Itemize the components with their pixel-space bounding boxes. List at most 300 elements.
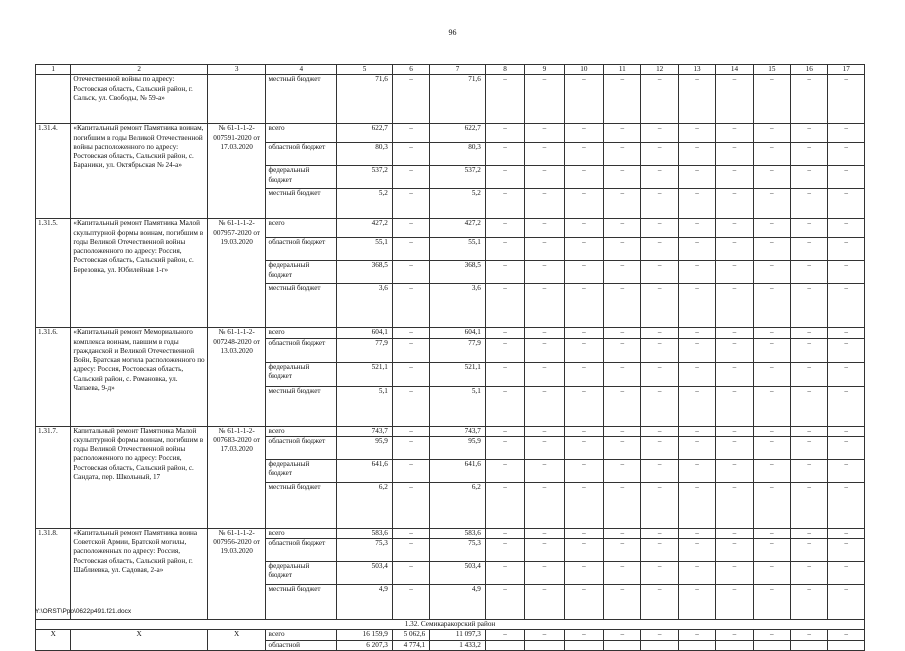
value-col6: – — [392, 426, 429, 436]
value-cell: – — [525, 143, 564, 166]
value-cell: – — [828, 585, 865, 620]
table-row — [36, 328, 865, 338]
table-row — [36, 528, 865, 538]
value-cell: – — [604, 219, 641, 238]
value-cell: – — [564, 261, 603, 284]
value-cell: – — [604, 261, 641, 284]
entry-number: 1.31.4. — [36, 124, 71, 219]
column-header: 16 — [791, 65, 828, 75]
value-cell: – — [564, 436, 603, 459]
column-header: 12 — [641, 65, 678, 75]
value-cell: – — [485, 630, 524, 640]
value-cell: – — [604, 284, 641, 328]
value-cell: – — [678, 189, 715, 219]
value-cell: – — [485, 482, 524, 528]
value-cell — [828, 640, 865, 650]
value-col7: 622,7 — [430, 124, 486, 143]
value-cell: – — [716, 328, 753, 338]
value-cell: – — [791, 284, 828, 328]
value-cell: – — [641, 143, 678, 166]
column-header: 5 — [337, 65, 393, 75]
value-col6: – — [392, 284, 429, 328]
value-cell: – — [716, 166, 753, 189]
value-cell: – — [828, 426, 865, 436]
value-cell: – — [716, 143, 753, 166]
table-row — [36, 426, 865, 436]
value-cell: – — [753, 562, 790, 585]
value-cell: – — [678, 328, 715, 338]
value-cell: – — [753, 436, 790, 459]
header-row — [36, 65, 865, 75]
value-col7: 604,1 — [430, 328, 486, 338]
value-cell: – — [641, 426, 678, 436]
value-cell: – — [753, 585, 790, 620]
value-cell: – — [485, 143, 524, 166]
value-cell: – — [828, 219, 865, 238]
value-col7: 11 097,3 — [430, 630, 486, 640]
value-cell: – — [716, 482, 753, 528]
value-cell: – — [716, 459, 753, 482]
entry-name: «Капитальный ремонт Памятника воинам, погибшим в годы Великой Отечественной войны расположенного по адресу: Ростовская область, Сальский район, с. Бараники, ул. Октябрьская № 24-а» — [71, 124, 207, 219]
value-col7: 5,1 — [430, 386, 486, 426]
entry-contract: № 61-1-1-2-007683-2020 от 17.03.2020 — [207, 426, 266, 528]
value-cell: – — [753, 238, 790, 261]
value-cell: – — [828, 75, 865, 124]
value-cell: – — [641, 459, 678, 482]
value-cell: – — [791, 189, 828, 219]
value-cell: – — [716, 436, 753, 459]
totals-x-cell: X — [207, 630, 266, 651]
value-col6: – — [392, 386, 429, 426]
value-total: 4,9 — [337, 585, 393, 620]
value-cell: – — [753, 459, 790, 482]
value-cell: – — [604, 459, 641, 482]
value-cell: – — [641, 482, 678, 528]
value-cell: – — [678, 630, 715, 640]
value-cell: – — [525, 562, 564, 585]
value-cell: – — [525, 261, 564, 284]
value-cell: – — [678, 75, 715, 124]
value-cell: – — [485, 75, 524, 124]
value-cell: – — [604, 189, 641, 219]
value-cell: – — [678, 539, 715, 562]
value-cell — [525, 640, 564, 650]
funding-level: федеральный бюджет — [266, 459, 337, 482]
value-cell: – — [604, 75, 641, 124]
totals-row — [36, 630, 865, 640]
value-cell: – — [753, 124, 790, 143]
value-cell: – — [564, 528, 603, 538]
value-cell: – — [791, 436, 828, 459]
value-cell: – — [604, 630, 641, 640]
value-cell: – — [753, 528, 790, 538]
value-cell: – — [678, 528, 715, 538]
value-cell — [791, 640, 828, 650]
value-total: 5,2 — [337, 189, 393, 219]
value-col6: – — [392, 585, 429, 620]
value-cell: – — [525, 459, 564, 482]
value-col6: – — [392, 261, 429, 284]
value-col6: – — [392, 362, 429, 386]
value-col6: – — [392, 528, 429, 538]
value-col7: 80,3 — [430, 143, 486, 166]
value-cell: – — [828, 284, 865, 328]
value-cell: – — [791, 362, 828, 386]
value-cell: – — [525, 539, 564, 562]
value-cell: – — [791, 386, 828, 426]
value-cell: – — [678, 362, 715, 386]
value-cell: – — [525, 426, 564, 436]
funding-level: областной бюджет — [266, 238, 337, 261]
value-cell — [753, 640, 790, 650]
value-cell: – — [485, 261, 524, 284]
table-row — [36, 75, 865, 124]
column-header: 4 — [266, 65, 337, 75]
value-cell: – — [753, 338, 790, 362]
value-cell: – — [641, 528, 678, 538]
entry-number: 1.31.8. — [36, 528, 71, 619]
value-cell: – — [641, 630, 678, 640]
value-cell: – — [525, 630, 564, 640]
value-cell: – — [716, 426, 753, 436]
value-cell: – — [716, 539, 753, 562]
value-cell: – — [525, 338, 564, 362]
value-cell: – — [753, 261, 790, 284]
funding-level: местный бюджет — [266, 284, 337, 328]
value-cell: – — [604, 528, 641, 538]
column-header: 11 — [604, 65, 641, 75]
value-col7: 1 433,2 — [430, 640, 486, 650]
value-cell: – — [485, 166, 524, 189]
value-cell: – — [791, 338, 828, 362]
value-cell: – — [678, 386, 715, 426]
funding-level: местный бюджет — [266, 189, 337, 219]
value-cell: – — [753, 143, 790, 166]
value-cell: – — [564, 426, 603, 436]
value-total: 521,1 — [337, 362, 393, 386]
value-cell: – — [485, 426, 524, 436]
value-total: 537,2 — [337, 166, 393, 189]
value-cell — [604, 640, 641, 650]
value-col6: – — [392, 562, 429, 585]
section-title: 1.32. Семикаракорский район — [36, 620, 865, 630]
value-cell: – — [525, 284, 564, 328]
value-cell: – — [564, 284, 603, 328]
value-cell: – — [828, 143, 865, 166]
value-cell: – — [828, 528, 865, 538]
value-total: 55,1 — [337, 238, 393, 261]
funding-level: местный бюджет — [266, 386, 337, 426]
value-total: 503,4 — [337, 562, 393, 585]
value-cell: – — [828, 189, 865, 219]
entry-name: Отечественной войны по адресу: Ростовская область, Сальский район, г. Сальск, ул. Свободы, № 59-а» — [71, 75, 207, 124]
entry-number: 1.31.7. — [36, 426, 71, 528]
value-cell: – — [485, 338, 524, 362]
value-cell: – — [564, 338, 603, 362]
value-cell: – — [641, 75, 678, 124]
value-cell: – — [604, 362, 641, 386]
value-cell: – — [828, 482, 865, 528]
value-col7: 641,6 — [430, 459, 486, 482]
value-cell: – — [753, 386, 790, 426]
value-cell: – — [604, 482, 641, 528]
value-total: 3,6 — [337, 284, 393, 328]
value-col7: 521,1 — [430, 362, 486, 386]
value-cell: – — [716, 189, 753, 219]
value-cell: – — [641, 585, 678, 620]
value-cell: – — [828, 562, 865, 585]
value-cell: – — [641, 284, 678, 328]
value-cell: – — [641, 362, 678, 386]
value-cell: – — [828, 124, 865, 143]
value-cell: – — [641, 219, 678, 238]
funding-level: местный бюджет — [266, 482, 337, 528]
value-total: 622,7 — [337, 124, 393, 143]
value-cell: – — [641, 328, 678, 338]
value-total: 75,3 — [337, 539, 393, 562]
value-cell: – — [525, 219, 564, 238]
value-cell: – — [678, 219, 715, 238]
column-header: 6 — [392, 65, 429, 75]
value-cell: – — [641, 436, 678, 459]
value-col7: 503,4 — [430, 562, 486, 585]
value-cell: – — [525, 362, 564, 386]
table-row — [36, 124, 865, 143]
value-cell: – — [564, 124, 603, 143]
value-cell: – — [485, 436, 524, 459]
value-col6: – — [392, 166, 429, 189]
value-cell: – — [791, 630, 828, 640]
value-cell: – — [753, 362, 790, 386]
value-cell: – — [753, 426, 790, 436]
value-col7: 368,5 — [430, 261, 486, 284]
entry-number: 1.31.5. — [36, 219, 71, 328]
entry-contract: № 61-1-1-2-007957-2020 от 19.03.2020 — [207, 219, 266, 328]
value-cell — [678, 640, 715, 650]
value-cell: – — [525, 585, 564, 620]
value-col6: – — [392, 482, 429, 528]
value-cell: – — [791, 75, 828, 124]
value-cell: – — [791, 124, 828, 143]
value-cell: – — [604, 562, 641, 585]
value-col7: 5,2 — [430, 189, 486, 219]
value-cell: – — [485, 459, 524, 482]
entry-name: «Капитальный ремонт Памятника воина Советской Армии, Братской могилы, расположенных по адресу: Россия, Ростовская область, Сальский район, г. Шаблиевка, ул. Садовая, 2-а» — [71, 528, 207, 619]
value-cell: – — [525, 436, 564, 459]
value-total: 71,6 — [337, 75, 393, 124]
value-col7: 77,9 — [430, 338, 486, 362]
value-cell: – — [828, 630, 865, 640]
value-col6: – — [392, 75, 429, 124]
value-cell: – — [828, 261, 865, 284]
value-cell: – — [485, 219, 524, 238]
value-cell: – — [525, 482, 564, 528]
value-cell: – — [604, 338, 641, 362]
value-cell: – — [678, 459, 715, 482]
value-cell: – — [791, 166, 828, 189]
value-col7: 55,1 — [430, 238, 486, 261]
value-col6: – — [392, 189, 429, 219]
value-cell: – — [485, 284, 524, 328]
value-col7: 95,9 — [430, 436, 486, 459]
value-cell: – — [791, 539, 828, 562]
value-cell: – — [485, 562, 524, 585]
entry-contract: № 61-1-1-2-007248-2020 от 13.03.2020 — [207, 328, 266, 426]
value-cell: – — [564, 75, 603, 124]
entry-name: «Капитальный ремонт Мемориального комплекса воинам, павшим в годы гражданской и Великой Отечественной Войн, Братская могила расположенного по адресу: Россия, Ростовская область, Сальский район, с. Романовка, ул. Чапаева, 9-д» — [71, 328, 207, 426]
value-col6: – — [392, 459, 429, 482]
funding-level: всего — [266, 426, 337, 436]
column-header: 3 — [207, 65, 266, 75]
value-cell: – — [716, 219, 753, 238]
value-cell: – — [716, 386, 753, 426]
entry-name: Капитальный ремонт Памятника Малой скульптурной формы воинам, погибшим в годы Великой Отечественной войны расположенного по адресу: Россия, Ростовская область, Сальский район, с. Сандата, пер. Школьный, 17 — [71, 426, 207, 528]
value-total: 95,9 — [337, 436, 393, 459]
entry-contract: № 61-1-1-2-007591-2020 от 17.03.2020 — [207, 124, 266, 219]
value-cell: – — [604, 166, 641, 189]
value-cell: – — [485, 238, 524, 261]
value-cell: – — [716, 562, 753, 585]
value-col7: 4,9 — [430, 585, 486, 620]
value-col6: – — [392, 124, 429, 143]
value-col7: 743,7 — [430, 426, 486, 436]
entry-number — [36, 75, 71, 124]
column-header: 1 — [36, 65, 71, 75]
value-cell: – — [678, 585, 715, 620]
value-total: 16 159,9 — [337, 630, 393, 640]
value-cell: – — [791, 562, 828, 585]
value-cell: – — [641, 386, 678, 426]
value-cell: – — [485, 328, 524, 338]
value-cell: – — [564, 459, 603, 482]
funding-level: федеральный бюджет — [266, 166, 337, 189]
value-cell: – — [564, 238, 603, 261]
value-cell: – — [678, 436, 715, 459]
value-cell: – — [525, 166, 564, 189]
column-header: 10 — [564, 65, 603, 75]
value-cell: – — [525, 328, 564, 338]
value-cell: – — [716, 261, 753, 284]
value-cell: – — [791, 328, 828, 338]
value-cell — [564, 640, 603, 650]
value-col7: 537,2 — [430, 166, 486, 189]
value-cell: – — [564, 328, 603, 338]
value-cell: – — [828, 338, 865, 362]
value-col6: – — [392, 219, 429, 238]
value-cell: – — [791, 585, 828, 620]
value-col6: – — [392, 436, 429, 459]
value-cell: – — [753, 482, 790, 528]
value-cell: – — [525, 189, 564, 219]
value-cell: – — [604, 328, 641, 338]
value-cell: – — [485, 189, 524, 219]
value-cell: – — [828, 436, 865, 459]
value-cell: – — [525, 528, 564, 538]
value-total: 604,1 — [337, 328, 393, 338]
value-cell: – — [604, 124, 641, 143]
column-header: 15 — [753, 65, 790, 75]
column-header: 17 — [828, 65, 865, 75]
column-header: 14 — [716, 65, 753, 75]
value-total: 641,6 — [337, 459, 393, 482]
value-col7: 3,6 — [430, 284, 486, 328]
value-cell: – — [641, 338, 678, 362]
value-cell: – — [678, 238, 715, 261]
section-row — [36, 620, 865, 630]
value-cell: – — [828, 328, 865, 338]
funding-level: областной бюджет — [266, 143, 337, 166]
value-col6: – — [392, 143, 429, 166]
funding-level: федеральный бюджет — [266, 562, 337, 585]
funding-level: всего — [266, 328, 337, 338]
value-col6: – — [392, 338, 429, 362]
value-cell: – — [791, 238, 828, 261]
value-cell: – — [604, 436, 641, 459]
value-cell: – — [828, 238, 865, 261]
value-cell: – — [791, 482, 828, 528]
column-header: 9 — [525, 65, 564, 75]
value-cell: – — [753, 189, 790, 219]
value-total: 77,9 — [337, 338, 393, 362]
value-col6: 4 774,1 — [392, 640, 429, 650]
value-cell: – — [753, 75, 790, 124]
value-cell: – — [791, 459, 828, 482]
value-col7: 583,6 — [430, 528, 486, 538]
totals-x-cell: X — [36, 630, 71, 651]
column-header: 8 — [485, 65, 524, 75]
value-cell: – — [604, 426, 641, 436]
value-cell: – — [716, 362, 753, 386]
value-cell: – — [564, 539, 603, 562]
value-cell: – — [678, 284, 715, 328]
value-col7: 6,2 — [430, 482, 486, 528]
entry-contract: № 61-1-1-2-007956-2020 от 19.03.2020 — [207, 528, 266, 619]
value-cell: – — [564, 189, 603, 219]
value-cell: – — [564, 219, 603, 238]
value-cell: – — [604, 539, 641, 562]
value-cell: – — [485, 362, 524, 386]
value-cell: – — [604, 143, 641, 166]
value-col7: 71,6 — [430, 75, 486, 124]
value-cell: – — [485, 386, 524, 426]
value-cell: – — [753, 630, 790, 640]
value-cell: – — [828, 362, 865, 386]
value-cell: – — [678, 261, 715, 284]
column-header: 13 — [678, 65, 715, 75]
value-cell: – — [641, 539, 678, 562]
column-header: 2 — [71, 65, 207, 75]
value-total: 5,1 — [337, 386, 393, 426]
value-cell: – — [828, 459, 865, 482]
value-cell: – — [564, 166, 603, 189]
value-cell: – — [485, 585, 524, 620]
value-cell: – — [525, 238, 564, 261]
value-cell: – — [716, 585, 753, 620]
value-total: 6,2 — [337, 482, 393, 528]
value-cell: – — [791, 261, 828, 284]
funding-level: областной бюджет — [266, 436, 337, 459]
value-cell: – — [525, 386, 564, 426]
value-cell: – — [791, 426, 828, 436]
column-header: 7 — [430, 65, 486, 75]
value-cell: – — [604, 238, 641, 261]
value-cell: – — [716, 124, 753, 143]
value-cell: – — [485, 539, 524, 562]
value-total: 583,6 — [337, 528, 393, 538]
value-cell: – — [525, 124, 564, 143]
totals-x-cell: X — [71, 630, 207, 651]
funding-level: всего — [266, 630, 337, 640]
